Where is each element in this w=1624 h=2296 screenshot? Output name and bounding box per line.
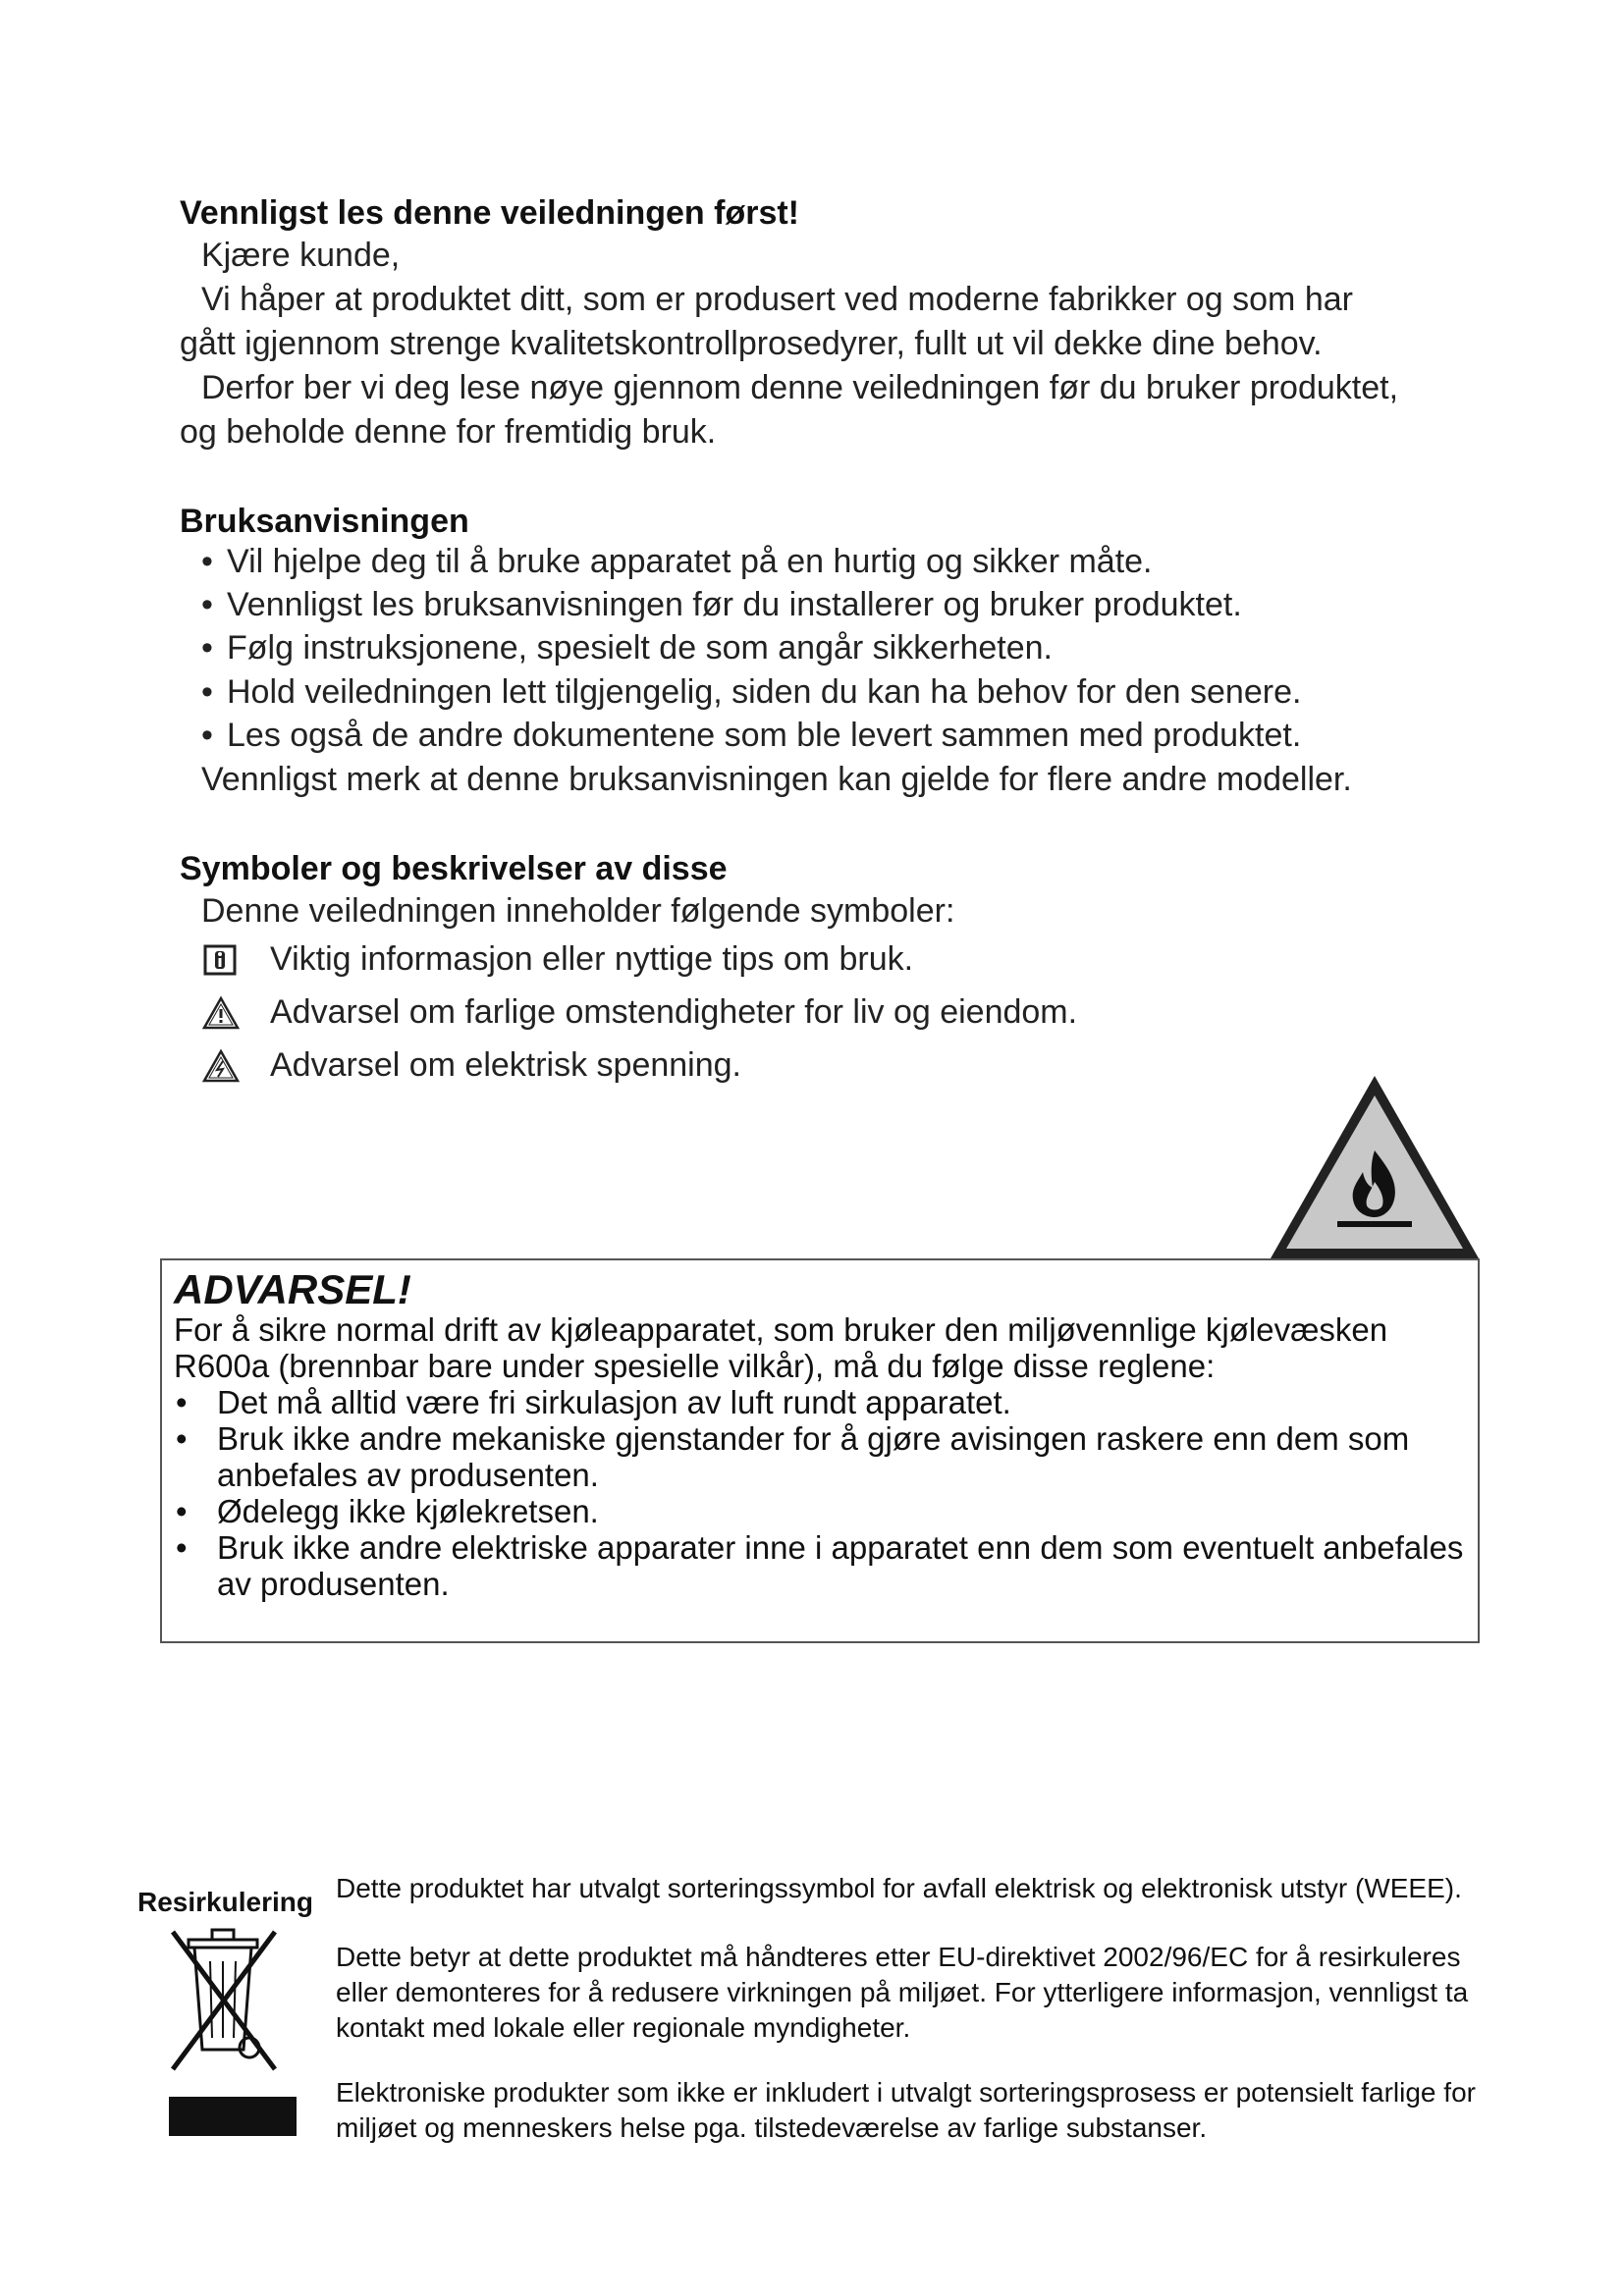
instruction-item-text: Vennligst les bruksanvisningen før du installerer og bruker produktet. [227,586,1242,623]
bullet: • [176,1384,188,1420]
instruction-item-2 [201,583,1242,626]
symbols-intro: Denne veiledningen inneholder følgende symboler: [201,892,955,930]
intro-line-4: Derfor ber vi deg lese nøye gjennom denne veiledningen før du bruker produktet, [201,369,1399,406]
intro-line-3: gått igjennom strenge kvalitetskontrollprosedyrer, fullt ut vil dekke dine behov. [180,325,1323,362]
warning-item-text: Bruk ikke andre elektriske apparater inne i apparatet enn dem som eventuelt anbefales av produsenten. [217,1529,1464,1602]
instruction-item-4 [201,670,1301,714]
symbol-row-info [201,940,913,979]
bullet: • [201,717,213,754]
intro-line-5: og beholde denne for fremtidig bruk. [180,413,717,451]
warning-title: ADVARSEL! [174,1266,411,1312]
weee-crossed-bin-icon [169,1922,287,2084]
recycling-label: Resirkulering [137,1887,313,1917]
recycling-paragraph-2: Dette betyr at dette produktet må håndteres etter EU-direktivet 2002/96/EC for å resirkuleres eller demonteres for å redusere virkningen på miljøet. For ytterligere informasjon, vennligst ta kontakt med lokale eller regionale myndigheter. [336,1942,1469,2043]
warning-item-2 [174,1420,1466,1493]
instruction-item-1 [201,540,1153,583]
warning-item-text: Ødelegg ikke kjølekretsen. [217,1493,599,1529]
intro-line-2: Vi håper at produktet ditt, som er produsert ved moderne fabrikker og som har [201,281,1353,318]
instruction-item-text: Vil hjelpe deg til å bruke apparatet på en hurtig og sikker måte. [227,543,1153,580]
bullet: • [176,1420,188,1457]
bullet: • [176,1493,188,1529]
warning-item-text: Det må alltid være fri sirkulasjon av luft rundt apparatet. [217,1384,1011,1420]
symbol-text-info: Viktig informasjon eller nyttige tips om bruk. [270,940,914,978]
weee-black-bar [169,2097,297,2136]
instruction-item-3 [201,626,1053,669]
warning-intro: For å sikre normal drift av kjøleapparatet, som bruker den miljøvennlige kjølevæsken R600a (brennbar bare under spesielle vilkår), må du følge disse reglene: [174,1311,1388,1384]
bullet: • [201,629,213,667]
bullet: • [201,673,213,711]
warning-item-3 [174,1493,1466,1529]
intro-heading: Vennligst les denne veiledningen først! [180,194,800,232]
flammable-warning-icon [1267,1072,1483,1267]
instruction-item-text: Følg instruksjonene, spesielt de som angår sikkerheten. [227,629,1053,667]
instruction-item-5 [201,714,1301,757]
bullet: • [176,1529,188,1566]
recycling-paragraph-3: Elektroniske produkter som ikke er inkludert i utvalgt sorteringsprosess er potensielt farlige for miljøet og menneskers helse pga. tilstedeværelse av farlige substanser. [336,2077,1476,2143]
symbol-text-electric: Advarsel om elektrisk spenning. [270,1046,742,1084]
warning-item-text: Bruk ikke andre mekaniske gjenstander for å gjøre avisingen raskere enn dem som anbefales av produsenten. [217,1420,1410,1493]
bullet: • [201,586,213,623]
warning-box [160,1258,1480,1643]
instruction-item-text: Hold veiledningen lett tilgjengelig, siden du kan ha behov for den senere. [227,673,1302,711]
warning-item-4 [174,1529,1466,1602]
instructions-heading: Bruksanvisningen [180,503,469,540]
recycling-paragraph-1: Dette produktet har utvalgt sorteringssymbol for avfall elektrisk og elektronisk utstyr (WEEE). [336,1873,1462,1903]
symbol-row-warning [201,993,1077,1032]
bullet: • [201,543,213,580]
electric-warning-icon [201,1048,241,1084]
warning-item-1 [174,1384,1466,1420]
info-icon [201,942,241,978]
symbols-heading: Symboler og beskrivelser av disse [180,850,728,887]
symbol-text-warning: Advarsel om farlige omstendigheter for liv og eiendom. [270,993,1078,1031]
warning-triangle-icon [201,995,241,1031]
symbol-row-electric [201,1046,741,1085]
intro-line-1: Kjære kunde, [201,237,401,274]
instruction-item-text: Les også de andre dokumentene som ble levert sammen med produktet. [227,717,1302,754]
instructions-note: Vennligst merk at denne bruksanvisningen kan gjelde for flere andre modeller. [201,761,1352,798]
